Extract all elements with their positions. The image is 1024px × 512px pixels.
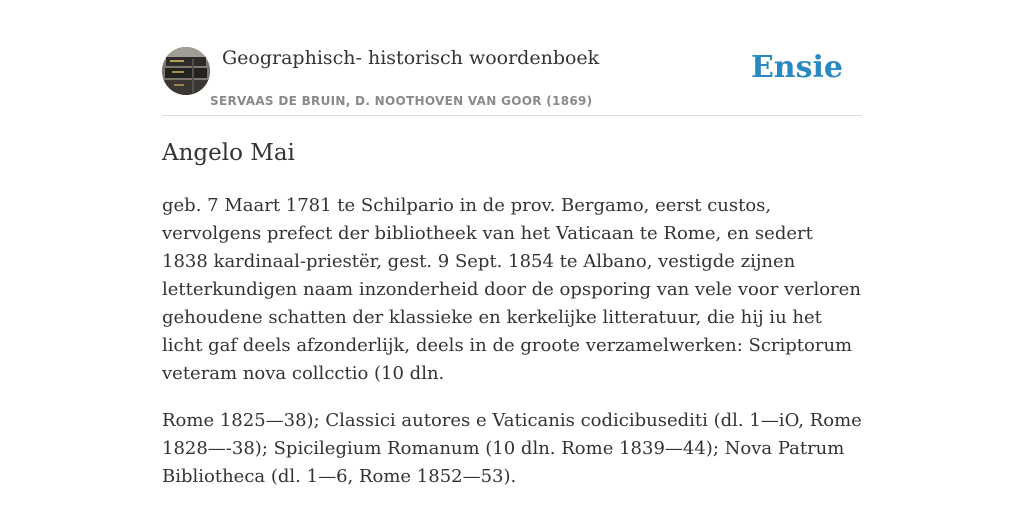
book-spines-icon xyxy=(162,47,210,95)
book-cover-avatar[interactable] xyxy=(162,47,210,95)
book-title[interactable]: Geographisch- historisch woordenboek xyxy=(222,47,600,69)
entry-paragraph: geb. 7 Maart 1781 te Schilpario in de prov. Bergamo, eerst custos, vervolgens prefect der bibliotheek van het Vaticaan te Rome, en sedert 1838 kardinaal-priestër, gest. 9 Sept. 1854 te Albano, vestigde zijnen letterkundigen naam inzonderheid door de opsporing van vele voor verloren gehoudene schatten der klassieke en kerkelijke litteratuur, die hij iu het licht gaf deels afzonderlijk, deels in de groote verzamelwerken: Scriptorum veteram nova collcctio (10 dln. xyxy=(162,195,861,384)
entry-paragraph: Rome 1825—38); Classici autores e Vaticanis codicibusediti (dl. 1—iO, Rome 1828—-38); Spicilegium Romanum (10 dln. Rome 1839—44); Nova Patrum Bibliotheca (dl. 1—6, Rome 1852—53). xyxy=(162,410,862,487)
entry-title: Angelo Mai xyxy=(162,140,295,166)
ensie-logo-link[interactable]: Ensie xyxy=(750,50,843,85)
book-authors: SERVAAS DE BRUIN, D. NOOTHOVEN VAN GOOR (1869) xyxy=(210,94,593,108)
page-header xyxy=(162,44,862,116)
entry-body xyxy=(162,192,862,510)
